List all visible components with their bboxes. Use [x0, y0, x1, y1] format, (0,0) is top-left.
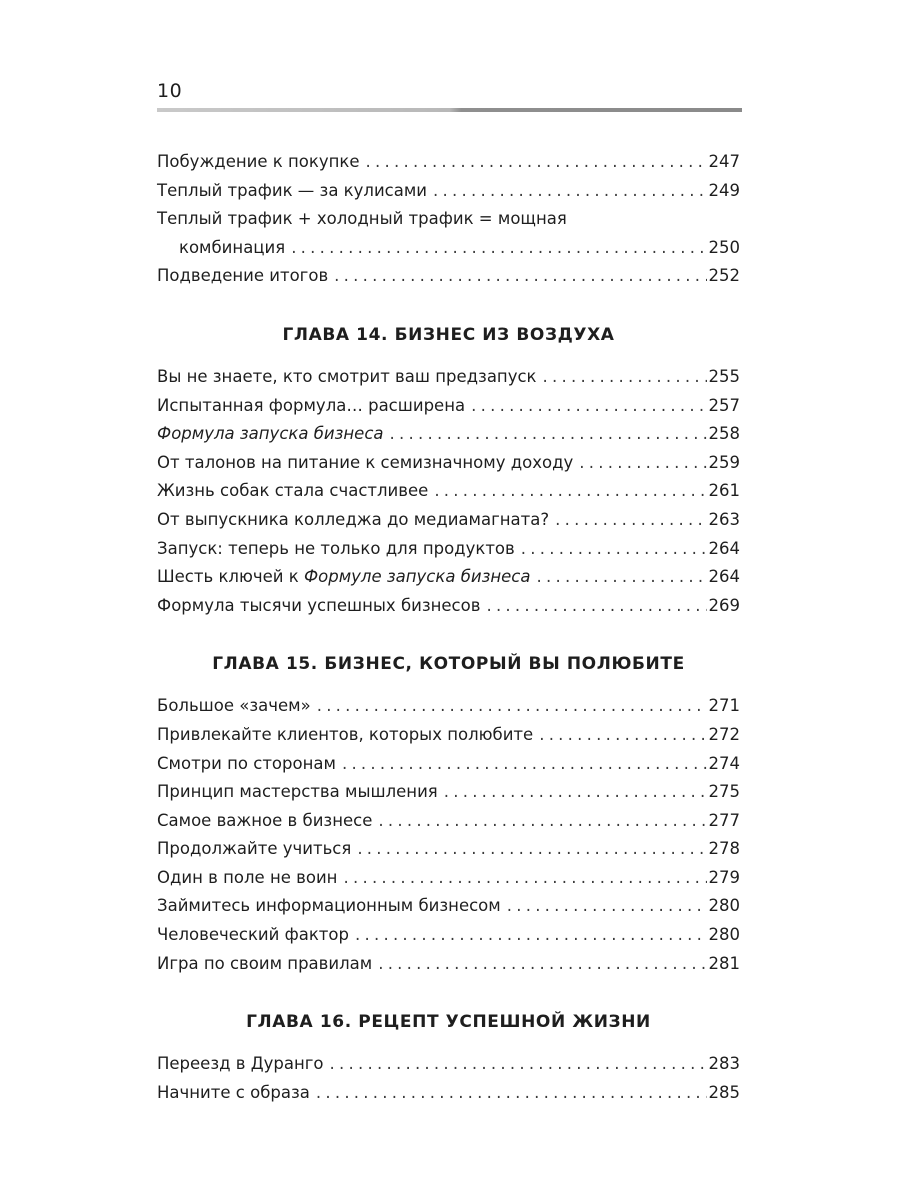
toc-entry[interactable]	[157, 921, 740, 950]
toc-entry[interactable]	[157, 506, 740, 535]
toc-entry-title: Смотри по сторонам	[157, 753, 336, 773]
toc-leader-dots	[579, 449, 706, 478]
chapter-heading[interactable]: ГЛАВА 16. РЕЦЕПТ УСПЕШНОЙ ЖИЗНИ	[246, 1012, 651, 1033]
toc-entry[interactable]	[157, 692, 740, 721]
toc-leader-dots	[390, 420, 707, 449]
table-of-contents	[157, 148, 740, 1107]
toc-entry[interactable]	[157, 778, 740, 807]
toc-entry-title: Жизнь собак стала счастливее	[157, 481, 429, 501]
toc-entry-title: Человеческий фактор	[157, 925, 349, 945]
toc-leader-dots	[537, 563, 707, 592]
toc-entry-title: Начните с образа	[157, 1082, 310, 1102]
toc-entry[interactable]	[157, 563, 740, 592]
toc-leader-dots	[291, 234, 706, 263]
toc-entry-page: 279	[708, 867, 740, 887]
toc-entry[interactable]	[157, 1079, 740, 1108]
toc-leader-dots	[357, 835, 706, 864]
toc-entry-title: Привлекайте клиентов, которых полюбите	[157, 724, 534, 744]
toc-leader-dots	[434, 477, 706, 506]
toc-entry[interactable]	[157, 864, 740, 893]
toc-leader-dots	[555, 506, 706, 535]
toc-entry-page: 269	[708, 595, 740, 615]
toc-entry[interactable]	[157, 177, 740, 206]
toc-entry-title: Формула тысячи успешных бизнесов	[157, 595, 481, 615]
toc-entry-page: 281	[708, 953, 740, 973]
toc-entry-title: Принцип мастерства мышления	[157, 782, 438, 802]
toc-entry[interactable]	[157, 363, 740, 392]
toc-entry[interactable]	[157, 892, 740, 921]
toc-entry-page: 252	[708, 266, 740, 286]
toc-leader-dots	[543, 363, 707, 392]
toc-entry[interactable]	[157, 750, 740, 779]
toc-leader-dots	[471, 392, 706, 421]
toc-entry[interactable]	[157, 148, 740, 177]
toc-leader-dots	[507, 892, 707, 921]
toc-entry-title: Запуск: теперь не только для продуктов	[157, 538, 515, 558]
chapter-heading[interactable]: ГЛАВА 15. БИЗНЕС, КОТОРЫЙ ВЫ ПОЛЮБИТЕ	[212, 654, 685, 675]
toc-leader-dots	[521, 535, 707, 564]
toc-leader-dots	[433, 177, 706, 206]
toc-leader-dots	[334, 262, 706, 291]
toc-entry-page: 263	[708, 509, 740, 529]
header-rule	[157, 108, 742, 112]
toc-entry[interactable]	[157, 420, 740, 449]
toc-entry-page: 258	[708, 424, 740, 444]
toc-entry[interactable]	[157, 205, 740, 262]
toc-leader-dots	[317, 692, 707, 721]
toc-entry-page: 261	[708, 481, 740, 501]
toc-entry-page: 264	[708, 538, 740, 558]
toc-entry[interactable]	[157, 392, 740, 421]
toc-entry-page: 280	[708, 896, 740, 916]
toc-entry-title: От выпускника колледжа до медиамагната?	[157, 509, 550, 529]
toc-entry[interactable]	[157, 721, 740, 750]
toc-leader-dots	[330, 1050, 707, 1079]
toc-entry-page: 280	[708, 925, 740, 945]
toc-entry-page: 277	[708, 810, 740, 830]
toc-entry-title-line1: Теплый трафик + холодный трафик = мощная	[157, 209, 567, 229]
toc-leader-dots	[342, 750, 707, 779]
toc-leader-dots	[444, 778, 707, 807]
toc-entry-title-prefix: Шесть ключей к	[157, 567, 304, 587]
toc-leader-dots	[486, 592, 706, 621]
toc-entry-page: 283	[708, 1054, 740, 1074]
toc-entry-title: Подведение итогов	[157, 266, 329, 286]
toc-entry-title: Самое важное в бизнесе	[157, 810, 373, 830]
toc-entry-page: 275	[708, 782, 740, 802]
toc-entry-page: 259	[708, 452, 740, 472]
toc-leader-dots	[355, 921, 707, 950]
toc-entry-page: 249	[708, 180, 740, 200]
toc-entry[interactable]	[157, 807, 740, 836]
toc-entry-title: Продолжайте учиться	[157, 839, 352, 859]
toc-entry[interactable]	[157, 449, 740, 478]
toc-entry-title: Теплый трафик — за кулисами	[157, 180, 428, 200]
toc-entry-title: Один в поле не воин	[157, 867, 338, 887]
toc-entry-page: 278	[708, 839, 740, 859]
toc-entry-page: 271	[708, 696, 740, 716]
toc-entry[interactable]	[157, 535, 740, 564]
toc-entry-title: Большое «зачем»	[157, 696, 311, 716]
toc-entry-title	[157, 563, 531, 592]
toc-leader-dots	[378, 807, 706, 836]
toc-entry-page: 247	[708, 152, 740, 171]
toc-section-continuation	[157, 148, 740, 291]
toc-leader-dots	[378, 950, 706, 979]
toc-entry[interactable]	[157, 950, 740, 979]
toc-entry-title: Формула запуска бизнеса	[157, 424, 384, 444]
toc-entry[interactable]	[157, 835, 740, 864]
toc-entry-page: 257	[708, 395, 740, 415]
toc-entry-page: 255	[708, 366, 740, 386]
toc-entry-title-emphasis: Формуле запуска бизнеса	[303, 567, 531, 587]
toc-leader-dots	[366, 148, 707, 177]
toc-entry[interactable]	[157, 262, 740, 291]
chapter-heading[interactable]: ГЛАВА 14. БИЗНЕС ИЗ ВОЗДУХА	[282, 324, 615, 345]
toc-leader-dots	[343, 864, 706, 893]
toc-entry-page: 250	[708, 237, 740, 257]
toc-entry-title: Переезд в Дуранго	[157, 1054, 324, 1074]
toc-entry-title-line2: комбинация	[179, 237, 286, 257]
toc-entry-title: Займитесь информационным бизнесом	[157, 896, 501, 916]
toc-leader-dots	[539, 721, 706, 750]
page-number: 10	[157, 80, 183, 102]
toc-entry-title: Побуждение к покупке	[157, 152, 360, 171]
toc-entry-page: 274	[708, 753, 740, 773]
toc-entry-page: 264	[708, 567, 740, 587]
toc-entry-title: Испытанная формула… расширена	[157, 395, 466, 415]
toc-entry-page: 285	[708, 1082, 740, 1102]
toc-leader-dots	[316, 1079, 707, 1108]
toc-entry-title: Игра по своим правилам	[157, 953, 373, 973]
toc-entry[interactable]	[157, 592, 740, 621]
toc-entry-title: От талонов на питание к семизначному доходу	[157, 452, 574, 472]
toc-entry[interactable]	[157, 477, 740, 506]
toc-section-chapter-16	[157, 1008, 740, 1107]
toc-entry[interactable]	[157, 1050, 740, 1079]
toc-section-chapter-15	[157, 650, 740, 978]
toc-entry-title: Вы не знаете, кто смотрит ваш предзапуск	[157, 366, 537, 386]
toc-section-chapter-14	[157, 321, 740, 620]
toc-entry-page: 272	[708, 724, 740, 744]
